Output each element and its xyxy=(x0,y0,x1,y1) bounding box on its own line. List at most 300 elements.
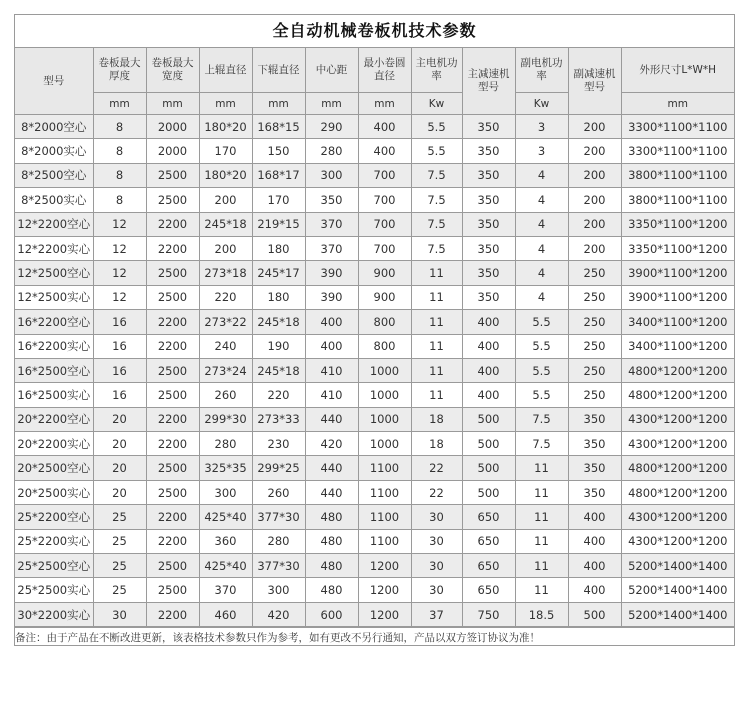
header-main-reducer: 主减速机型号 xyxy=(462,48,515,115)
table-cell: 12*2500空心 xyxy=(15,261,93,285)
table-cell: 200 xyxy=(568,115,621,139)
table-row xyxy=(15,578,734,602)
unit-cell: mm xyxy=(93,93,146,115)
table-cell: 290 xyxy=(305,115,358,139)
table-cell: 245*18 xyxy=(252,310,305,334)
table-cell: 350 xyxy=(568,480,621,504)
unit-row xyxy=(15,93,734,115)
table-cell: 25 xyxy=(93,505,146,529)
table-cell: 350 xyxy=(462,212,515,236)
table-cell: 5.5 xyxy=(515,358,568,382)
header-upper-roll-dia: 上辊直径 xyxy=(199,48,252,93)
table-cell: 600 xyxy=(305,602,358,626)
table-cell: 350 xyxy=(568,456,621,480)
table-cell: 3900*1100*1200 xyxy=(621,261,734,285)
unit-cell: mm xyxy=(621,93,734,115)
table-cell: 325*35 xyxy=(199,456,252,480)
table-cell: 200 xyxy=(568,236,621,260)
table-row xyxy=(15,602,734,626)
table-cell: 4 xyxy=(515,163,568,187)
header-row xyxy=(15,48,734,93)
table-row xyxy=(15,505,734,529)
table-cell: 400 xyxy=(305,334,358,358)
table-cell: 2000 xyxy=(146,115,199,139)
table-row xyxy=(15,115,734,139)
table-cell: 7.5 xyxy=(515,432,568,456)
table-cell: 800 xyxy=(358,334,411,358)
table-cell: 400 xyxy=(462,334,515,358)
table-cell: 410 xyxy=(305,383,358,407)
header-aux-motor: 副电机功率 xyxy=(515,48,568,93)
header-main-motor: 主电机功率 xyxy=(411,48,462,93)
table-cell: 16 xyxy=(93,310,146,334)
table-cell: 200 xyxy=(199,236,252,260)
table-cell: 200 xyxy=(199,188,252,212)
table-cell: 1200 xyxy=(358,554,411,578)
table-cell: 190 xyxy=(252,334,305,358)
table-cell: 7.5 xyxy=(515,407,568,431)
table-cell: 3800*1100*1100 xyxy=(621,163,734,187)
table-cell: 299*25 xyxy=(252,456,305,480)
table-cell: 425*40 xyxy=(199,505,252,529)
table-cell: 350 xyxy=(305,188,358,212)
spec-table xyxy=(15,48,734,627)
table-cell: 5200*1400*1400 xyxy=(621,602,734,626)
table-cell: 5.5 xyxy=(515,383,568,407)
table-cell: 350 xyxy=(568,407,621,431)
header-lower-roll-dia: 下辊直径 xyxy=(252,48,305,93)
table-cell: 11 xyxy=(411,383,462,407)
table-cell: 180 xyxy=(252,285,305,309)
table-cell: 700 xyxy=(358,212,411,236)
table-cell: 400 xyxy=(568,578,621,602)
table-cell: 11 xyxy=(515,505,568,529)
table-cell: 3350*1100*1200 xyxy=(621,212,734,236)
table-cell: 245*18 xyxy=(252,358,305,382)
table-cell: 8*2500实心 xyxy=(15,188,93,212)
table-row xyxy=(15,529,734,553)
table-cell: 170 xyxy=(252,188,305,212)
table-cell: 420 xyxy=(305,432,358,456)
header-model: 型号 xyxy=(15,48,93,115)
table-cell: 8 xyxy=(93,115,146,139)
table-cell: 25 xyxy=(93,554,146,578)
table-cell: 12 xyxy=(93,261,146,285)
table-cell: 350 xyxy=(568,432,621,456)
unit-cell: mm xyxy=(358,93,411,115)
table-cell: 400 xyxy=(568,554,621,578)
table-cell: 2500 xyxy=(146,554,199,578)
table-cell: 360 xyxy=(199,529,252,553)
table-cell: 220 xyxy=(252,383,305,407)
table-row xyxy=(15,358,734,382)
table-cell: 2500 xyxy=(146,456,199,480)
table-cell: 20 xyxy=(93,480,146,504)
table-cell: 1200 xyxy=(358,578,411,602)
table-cell: 5.5 xyxy=(411,139,462,163)
table-cell: 16 xyxy=(93,358,146,382)
header-aux-reducer: 副减速机型号 xyxy=(568,48,621,115)
table-cell: 168*17 xyxy=(252,163,305,187)
table-cell: 4 xyxy=(515,212,568,236)
table-cell: 200 xyxy=(568,212,621,236)
table-cell: 2500 xyxy=(146,358,199,382)
table-cell: 3900*1100*1200 xyxy=(621,285,734,309)
header-max-thickness: 卷板最大厚度 xyxy=(93,48,146,93)
table-cell: 4 xyxy=(515,261,568,285)
table-cell: 16*2500空心 xyxy=(15,358,93,382)
table-cell: 480 xyxy=(305,529,358,553)
table-cell: 2200 xyxy=(146,212,199,236)
table-cell: 5200*1400*1400 xyxy=(621,554,734,578)
table-cell: 400 xyxy=(568,505,621,529)
table-cell: 350 xyxy=(462,285,515,309)
table-cell: 650 xyxy=(462,505,515,529)
table-cell: 2500 xyxy=(146,285,199,309)
table-row xyxy=(15,407,734,431)
table-cell: 350 xyxy=(462,261,515,285)
table-cell: 2200 xyxy=(146,407,199,431)
table-cell: 2500 xyxy=(146,383,199,407)
table-cell: 2500 xyxy=(146,163,199,187)
table-cell: 30*2200实心 xyxy=(15,602,93,626)
table-row xyxy=(15,285,734,309)
table-cell: 500 xyxy=(462,407,515,431)
table-cell: 650 xyxy=(462,529,515,553)
table-cell: 25 xyxy=(93,529,146,553)
table-row xyxy=(15,480,734,504)
table-cell: 37 xyxy=(411,602,462,626)
unit-cell: mm xyxy=(146,93,199,115)
table-cell: 350 xyxy=(462,236,515,260)
table-cell: 300 xyxy=(199,480,252,504)
table-cell: 170 xyxy=(199,139,252,163)
table-cell: 3300*1100*1100 xyxy=(621,115,734,139)
unit-cell: Kw xyxy=(515,93,568,115)
table-cell: 480 xyxy=(305,578,358,602)
table-cell: 300 xyxy=(252,578,305,602)
table-cell: 2200 xyxy=(146,602,199,626)
table-cell: 4300*1200*1200 xyxy=(621,432,734,456)
table-cell: 700 xyxy=(358,163,411,187)
table-cell: 2200 xyxy=(146,432,199,456)
table-cell: 400 xyxy=(462,383,515,407)
table-cell: 250 xyxy=(568,358,621,382)
spec-sheet xyxy=(14,14,735,646)
table-cell: 273*24 xyxy=(199,358,252,382)
table-cell: 440 xyxy=(305,480,358,504)
header-dimensions: 外形尺寸L*W*H xyxy=(621,48,734,93)
table-cell: 245*18 xyxy=(199,212,252,236)
table-cell: 460 xyxy=(199,602,252,626)
table-cell: 219*15 xyxy=(252,212,305,236)
table-cell: 22 xyxy=(411,456,462,480)
table-cell: 8 xyxy=(93,139,146,163)
table-cell: 25*2200空心 xyxy=(15,505,93,529)
table-cell: 2200 xyxy=(146,236,199,260)
table-cell: 245*17 xyxy=(252,261,305,285)
table-cell: 1000 xyxy=(358,358,411,382)
table-cell: 750 xyxy=(462,602,515,626)
table-cell: 440 xyxy=(305,456,358,480)
table-cell: 350 xyxy=(462,139,515,163)
table-row xyxy=(15,310,734,334)
table-cell: 250 xyxy=(568,334,621,358)
table-cell: 250 xyxy=(568,383,621,407)
table-cell: 3400*1100*1200 xyxy=(621,334,734,358)
table-cell: 370 xyxy=(305,236,358,260)
table-cell: 377*30 xyxy=(252,554,305,578)
footnote: 备注：由于产品在不断改进更新，该表格技术参数只作为参考，如有更改不另行通知，产品以双方签订协议为准！ xyxy=(15,627,734,648)
header-center-distance: 中心距 xyxy=(305,48,358,93)
table-cell: 3 xyxy=(515,139,568,163)
table-cell: 220 xyxy=(199,285,252,309)
table-cell: 650 xyxy=(462,554,515,578)
table-cell: 11 xyxy=(411,285,462,309)
table-cell: 420 xyxy=(252,602,305,626)
table-cell: 240 xyxy=(199,334,252,358)
table-row xyxy=(15,139,734,163)
table-cell: 650 xyxy=(462,578,515,602)
table-cell: 900 xyxy=(358,261,411,285)
table-row xyxy=(15,334,734,358)
table-cell: 280 xyxy=(305,139,358,163)
unit-cell: Kw xyxy=(411,93,462,115)
table-cell: 273*18 xyxy=(199,261,252,285)
table-cell: 20 xyxy=(93,456,146,480)
table-cell: 400 xyxy=(305,310,358,334)
table-cell: 18 xyxy=(411,432,462,456)
table-cell: 30 xyxy=(411,554,462,578)
table-cell: 1200 xyxy=(358,602,411,626)
table-cell: 4800*1200*1200 xyxy=(621,383,734,407)
table-cell: 900 xyxy=(358,285,411,309)
table-cell: 400 xyxy=(358,115,411,139)
table-cell: 200 xyxy=(568,163,621,187)
table-cell: 7.5 xyxy=(411,163,462,187)
table-cell: 8*2000实心 xyxy=(15,139,93,163)
table-cell: 11 xyxy=(515,456,568,480)
table-cell: 2200 xyxy=(146,505,199,529)
table-cell: 260 xyxy=(252,480,305,504)
table-cell: 350 xyxy=(462,115,515,139)
table-cell: 800 xyxy=(358,310,411,334)
table-cell: 425*40 xyxy=(199,554,252,578)
table-cell: 11 xyxy=(411,310,462,334)
table-cell: 20*2200实心 xyxy=(15,432,93,456)
table-cell: 400 xyxy=(462,310,515,334)
table-cell: 11 xyxy=(411,261,462,285)
table-cell: 260 xyxy=(199,383,252,407)
table-cell: 280 xyxy=(252,529,305,553)
table-cell: 4 xyxy=(515,188,568,212)
table-cell: 25*2500实心 xyxy=(15,578,93,602)
unit-cell: mm xyxy=(252,93,305,115)
table-cell: 400 xyxy=(358,139,411,163)
table-cell: 273*33 xyxy=(252,407,305,431)
table-cell: 11 xyxy=(515,554,568,578)
table-cell: 4300*1200*1200 xyxy=(621,407,734,431)
table-cell: 8 xyxy=(93,188,146,212)
table-cell: 2500 xyxy=(146,261,199,285)
table-cell: 500 xyxy=(462,456,515,480)
table-cell: 30 xyxy=(411,529,462,553)
table-row xyxy=(15,163,734,187)
table-cell: 11 xyxy=(411,334,462,358)
table-cell: 1100 xyxy=(358,505,411,529)
table-cell: 480 xyxy=(305,554,358,578)
table-cell: 500 xyxy=(462,480,515,504)
table-cell: 370 xyxy=(305,212,358,236)
table-cell: 370 xyxy=(199,578,252,602)
table-cell: 5.5 xyxy=(515,334,568,358)
table-cell: 12 xyxy=(93,236,146,260)
table-cell: 250 xyxy=(568,261,621,285)
unit-cell: mm xyxy=(305,93,358,115)
table-row xyxy=(15,432,734,456)
table-row xyxy=(15,554,734,578)
table-cell: 11 xyxy=(515,480,568,504)
table-cell: 1000 xyxy=(358,432,411,456)
table-cell: 8 xyxy=(93,163,146,187)
table-cell: 4800*1200*1200 xyxy=(621,358,734,382)
table-cell: 2200 xyxy=(146,310,199,334)
table-cell: 700 xyxy=(358,188,411,212)
table-cell: 7.5 xyxy=(411,188,462,212)
table-cell: 180 xyxy=(252,236,305,260)
table-row xyxy=(15,188,734,212)
table-cell: 4 xyxy=(515,285,568,309)
table-cell: 20*2200空心 xyxy=(15,407,93,431)
table-cell: 200 xyxy=(568,188,621,212)
header-min-roll-dia: 最小卷圆直径 xyxy=(358,48,411,93)
table-cell: 2500 xyxy=(146,578,199,602)
table-cell: 16*2200实心 xyxy=(15,334,93,358)
table-cell: 4800*1200*1200 xyxy=(621,480,734,504)
table-cell: 20 xyxy=(93,407,146,431)
table-cell: 500 xyxy=(568,602,621,626)
table-cell: 1100 xyxy=(358,529,411,553)
table-cell: 20*2500空心 xyxy=(15,456,93,480)
table-cell: 4800*1200*1200 xyxy=(621,456,734,480)
table-cell: 168*15 xyxy=(252,115,305,139)
table-row xyxy=(15,236,734,260)
header-max-width: 卷板最大宽度 xyxy=(146,48,199,93)
table-cell: 16*2500实心 xyxy=(15,383,93,407)
table-cell: 5.5 xyxy=(515,310,568,334)
table-cell: 180*20 xyxy=(199,115,252,139)
table-cell: 11 xyxy=(411,358,462,382)
table-cell: 300 xyxy=(305,163,358,187)
table-cell: 180*20 xyxy=(199,163,252,187)
table-cell: 25*2200实心 xyxy=(15,529,93,553)
table-title: 全自动机械卷板机技术参数 xyxy=(15,15,734,48)
table-cell: 273*22 xyxy=(199,310,252,334)
table-cell: 1100 xyxy=(358,480,411,504)
table-row xyxy=(15,456,734,480)
table-cell: 1100 xyxy=(358,456,411,480)
table-cell: 2200 xyxy=(146,334,199,358)
table-cell: 20*2500实心 xyxy=(15,480,93,504)
table-cell: 16*2200空心 xyxy=(15,310,93,334)
table-cell: 25 xyxy=(93,578,146,602)
table-cell: 299*30 xyxy=(199,407,252,431)
table-cell: 5.5 xyxy=(411,115,462,139)
table-cell: 4 xyxy=(515,236,568,260)
table-cell: 11 xyxy=(515,578,568,602)
table-row xyxy=(15,212,734,236)
table-cell: 22 xyxy=(411,480,462,504)
table-cell: 390 xyxy=(305,261,358,285)
table-cell: 20 xyxy=(93,432,146,456)
table-cell: 2500 xyxy=(146,188,199,212)
table-cell: 18 xyxy=(411,407,462,431)
table-cell: 3300*1100*1100 xyxy=(621,139,734,163)
table-cell: 400 xyxy=(568,529,621,553)
table-cell: 4300*1200*1200 xyxy=(621,529,734,553)
table-cell: 500 xyxy=(462,432,515,456)
table-cell: 7.5 xyxy=(411,212,462,236)
table-cell: 16 xyxy=(93,334,146,358)
table-cell: 3800*1100*1100 xyxy=(621,188,734,212)
table-cell: 12*2500实心 xyxy=(15,285,93,309)
table-cell: 4300*1200*1200 xyxy=(621,505,734,529)
table-cell: 480 xyxy=(305,505,358,529)
table-cell: 2200 xyxy=(146,529,199,553)
table-cell: 377*30 xyxy=(252,505,305,529)
table-cell: 25*2500空心 xyxy=(15,554,93,578)
table-cell: 1000 xyxy=(358,383,411,407)
table-cell: 5200*1400*1400 xyxy=(621,578,734,602)
table-row xyxy=(15,261,734,285)
table-cell: 30 xyxy=(411,505,462,529)
table-cell: 230 xyxy=(252,432,305,456)
table-cell: 12*2200实心 xyxy=(15,236,93,260)
table-cell: 2000 xyxy=(146,139,199,163)
table-row xyxy=(15,383,734,407)
table-cell: 3350*1100*1200 xyxy=(621,236,734,260)
table-cell: 7.5 xyxy=(411,236,462,260)
table-cell: 8*2500空心 xyxy=(15,163,93,187)
table-cell: 16 xyxy=(93,383,146,407)
table-cell: 12 xyxy=(93,285,146,309)
table-cell: 700 xyxy=(358,236,411,260)
table-cell: 8*2000空心 xyxy=(15,115,93,139)
table-cell: 30 xyxy=(93,602,146,626)
table-cell: 400 xyxy=(462,358,515,382)
table-cell: 440 xyxy=(305,407,358,431)
table-cell: 150 xyxy=(252,139,305,163)
table-cell: 12*2200空心 xyxy=(15,212,93,236)
table-cell: 11 xyxy=(515,529,568,553)
table-cell: 350 xyxy=(462,188,515,212)
table-cell: 250 xyxy=(568,285,621,309)
table-cell: 200 xyxy=(568,139,621,163)
table-cell: 3400*1100*1200 xyxy=(621,310,734,334)
table-cell: 280 xyxy=(199,432,252,456)
table-cell: 390 xyxy=(305,285,358,309)
unit-cell: mm xyxy=(199,93,252,115)
table-cell: 2500 xyxy=(146,480,199,504)
table-cell: 18.5 xyxy=(515,602,568,626)
table-cell: 350 xyxy=(462,163,515,187)
table-cell: 1000 xyxy=(358,407,411,431)
table-cell: 250 xyxy=(568,310,621,334)
table-cell: 3 xyxy=(515,115,568,139)
table-cell: 12 xyxy=(93,212,146,236)
table-cell: 30 xyxy=(411,578,462,602)
table-cell: 410 xyxy=(305,358,358,382)
